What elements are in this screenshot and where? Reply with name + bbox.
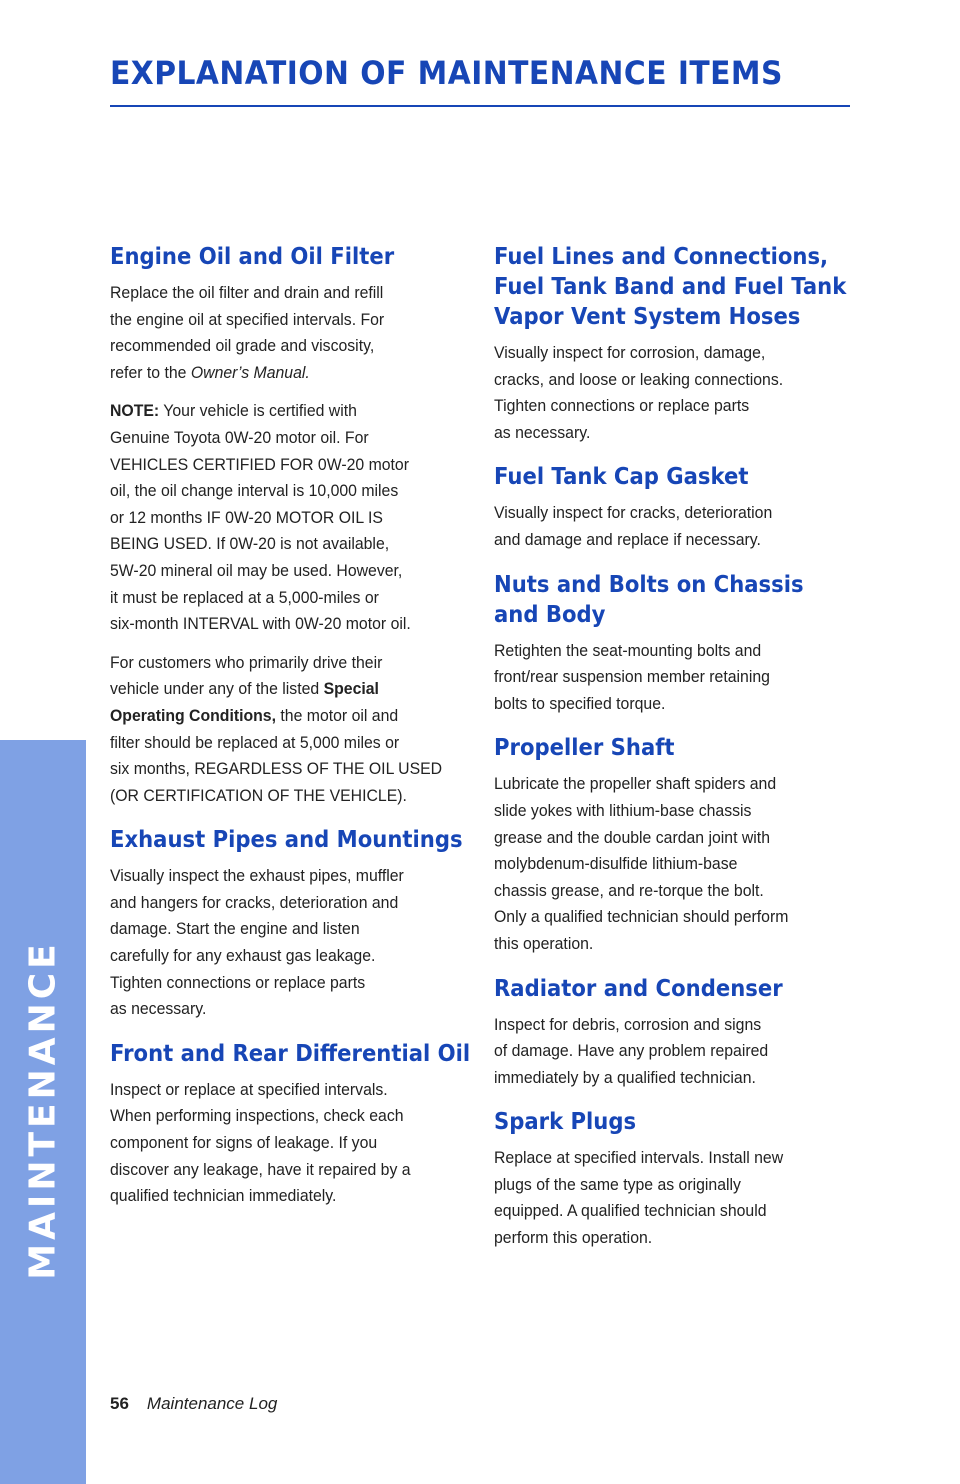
section-exhaust bbox=[110, 825, 462, 1023]
paragraph bbox=[110, 1077, 437, 1210]
text-line: front/rear suspension member retaining bbox=[494, 667, 770, 687]
text-line: Genuine Toyota 0W-20 motor oil. For bbox=[110, 427, 369, 447]
text-line: plugs of the same type as originally bbox=[494, 1174, 741, 1194]
text-line: damage. Start the engine and listen bbox=[110, 919, 360, 939]
page-title: EXPLANATION OF MAINTENANCE ITEMS bbox=[110, 54, 783, 92]
right-column bbox=[494, 242, 847, 1268]
text-line: refer to the Owner’s Manual. bbox=[110, 362, 310, 382]
page-footer bbox=[110, 1394, 277, 1414]
section-title bbox=[494, 242, 847, 332]
section-title: Spark Plugs bbox=[494, 1109, 637, 1136]
title-divider bbox=[110, 105, 850, 107]
text-line: the engine oil at specified intervals. For bbox=[110, 309, 385, 329]
text-line: When performing inspections, check each bbox=[110, 1106, 404, 1126]
section-title: Propeller Shaft bbox=[494, 735, 675, 762]
title-line: and Body bbox=[494, 601, 606, 628]
text-line: Retighten the seat-mounting bolts and bbox=[494, 640, 762, 660]
section-title: Radiator and Condenser bbox=[494, 975, 783, 1002]
text-line: oil, the oil change interval is 10,000 miles bbox=[110, 481, 399, 501]
text-line: VEHICLES CERTIFIED FOR 0W-20 motor bbox=[110, 454, 409, 474]
paragraph bbox=[494, 638, 816, 718]
text-line: equipped. A qualified technician should bbox=[494, 1201, 767, 1221]
text-line: Replace the oil filter and drain and refill bbox=[110, 283, 384, 302]
section-radiator bbox=[494, 974, 840, 1092]
operating-conditions-text: Operating Conditions, bbox=[110, 705, 277, 725]
section-spark-plugs bbox=[494, 1107, 840, 1251]
section-propeller bbox=[494, 733, 840, 957]
section-title: Engine Oil and Oil Filter bbox=[110, 244, 395, 270]
text-line: component for signs of leakage. If you bbox=[110, 1133, 378, 1153]
text-line: immediately by a qualified technician. bbox=[494, 1067, 756, 1087]
footer-label: Maintenance Log bbox=[146, 1394, 278, 1413]
text-line: filter should be replaced at 5,000 miles or bbox=[110, 732, 400, 752]
text-line: Replace at specified intervals. Install new bbox=[494, 1148, 784, 1168]
paragraph bbox=[110, 650, 443, 810]
text-line: as necessary. bbox=[110, 999, 207, 1019]
section-title: Fuel Tank Cap Gasket bbox=[494, 464, 749, 491]
text-line: Tighten connections or replace parts bbox=[110, 972, 366, 992]
text-line: Operating Conditions, the motor oil and bbox=[110, 705, 399, 725]
paragraph bbox=[494, 771, 816, 957]
section-title: Front and Rear Differential Oil bbox=[110, 1040, 471, 1067]
text-line: Inspect or replace at specified intervals. bbox=[110, 1079, 388, 1099]
section-engine-oil bbox=[110, 242, 462, 809]
text-line: (OR CERTIFICATION OF THE VEHICLE). bbox=[110, 785, 407, 805]
text-line: cracks, and loose or leaking connections. bbox=[494, 369, 784, 389]
section-nuts-bolts bbox=[494, 570, 840, 718]
text-line: six months, REGARDLESS OF THE OIL USED bbox=[110, 759, 443, 779]
manual-reference: Owner’s Manual. bbox=[190, 362, 310, 382]
note-paragraph bbox=[110, 398, 437, 637]
text-line: recommended oil grade and viscosity, bbox=[110, 336, 375, 356]
title-line: Fuel Tank Band and Fuel Tank bbox=[494, 274, 847, 300]
note-label: NOTE: bbox=[110, 401, 160, 421]
text-line: carefully for any exhaust gas leakage. bbox=[110, 946, 376, 966]
text-line: and hangers for cracks, deterioration and bbox=[110, 892, 399, 912]
paragraph bbox=[494, 340, 816, 446]
text-line: Visually inspect the exhaust pipes, muffler bbox=[110, 866, 404, 886]
text-line: six-month INTERVAL with 0W-20 motor oil. bbox=[110, 614, 411, 634]
text-line: chassis grease, and re-torque the bolt. bbox=[494, 880, 764, 900]
text-line: qualified technician immediately. bbox=[110, 1186, 337, 1206]
paragraph bbox=[110, 863, 437, 1023]
text-line: Visually inspect for corrosion, damage, bbox=[494, 343, 766, 362]
section-fuel-cap bbox=[494, 462, 840, 553]
section-differential bbox=[110, 1039, 471, 1210]
page-number: 56 bbox=[110, 1394, 129, 1413]
text-line: slide yokes with lithium-base chassis bbox=[494, 800, 752, 820]
paragraph bbox=[110, 280, 437, 386]
text-line: and damage and replace if necessary. bbox=[494, 529, 761, 549]
text-line: 5W-20 mineral oil may be used. However, bbox=[110, 560, 403, 580]
paragraph bbox=[494, 500, 816, 553]
paragraph bbox=[494, 1012, 816, 1092]
text-line: or 12 months IF 0W-20 MOTOR OIL IS bbox=[110, 507, 383, 527]
text-line: Tighten connections or replace parts bbox=[494, 396, 750, 416]
title-line: Vapor Vent System Hoses bbox=[494, 304, 801, 330]
text-line: as necessary. bbox=[494, 422, 591, 442]
text-line: vehicle under any of the listed Special bbox=[110, 679, 379, 699]
text-line: Visually inspect for cracks, deterioration bbox=[494, 503, 773, 523]
text-line: Only a qualified technician should perform bbox=[494, 907, 789, 927]
section-fuel-lines bbox=[494, 242, 847, 446]
text-line: For customers who primarily drive their bbox=[110, 652, 383, 672]
text-line: Lubricate the propeller shaft spiders and bbox=[494, 774, 777, 794]
text-line: of damage. Have any problem repaired bbox=[494, 1041, 769, 1061]
text-line: NOTE: Your vehicle is certified with bbox=[110, 401, 357, 421]
text-line: bolts to specified torque. bbox=[494, 693, 666, 713]
text-line: perform this operation. bbox=[494, 1228, 653, 1248]
paragraph bbox=[494, 1145, 816, 1251]
text-line: grease and the double cardan joint with bbox=[494, 827, 770, 847]
title-line: Nuts and Bolts on Chassis bbox=[494, 571, 804, 598]
left-column bbox=[110, 242, 471, 1226]
text-line: discover any leakage, have it repaired by a bbox=[110, 1159, 411, 1179]
side-tab-label: MAINTENANCE bbox=[22, 940, 64, 1280]
text-line: this operation. bbox=[494, 933, 594, 953]
section-title: Exhaust Pipes and Mountings bbox=[110, 827, 463, 854]
text-line: it must be replaced at a 5,000-miles or bbox=[110, 587, 379, 607]
special-conditions-link: Special bbox=[323, 679, 379, 699]
text-line: Inspect for debris, corrosion and signs bbox=[494, 1014, 762, 1034]
section-title bbox=[494, 570, 812, 630]
title-line: Fuel Lines and Connections, bbox=[494, 244, 829, 270]
text-line: molybdenum-disulfide lithium-base bbox=[494, 854, 738, 874]
text-line: BEING USED. If 0W-20 is not available, bbox=[110, 534, 390, 554]
